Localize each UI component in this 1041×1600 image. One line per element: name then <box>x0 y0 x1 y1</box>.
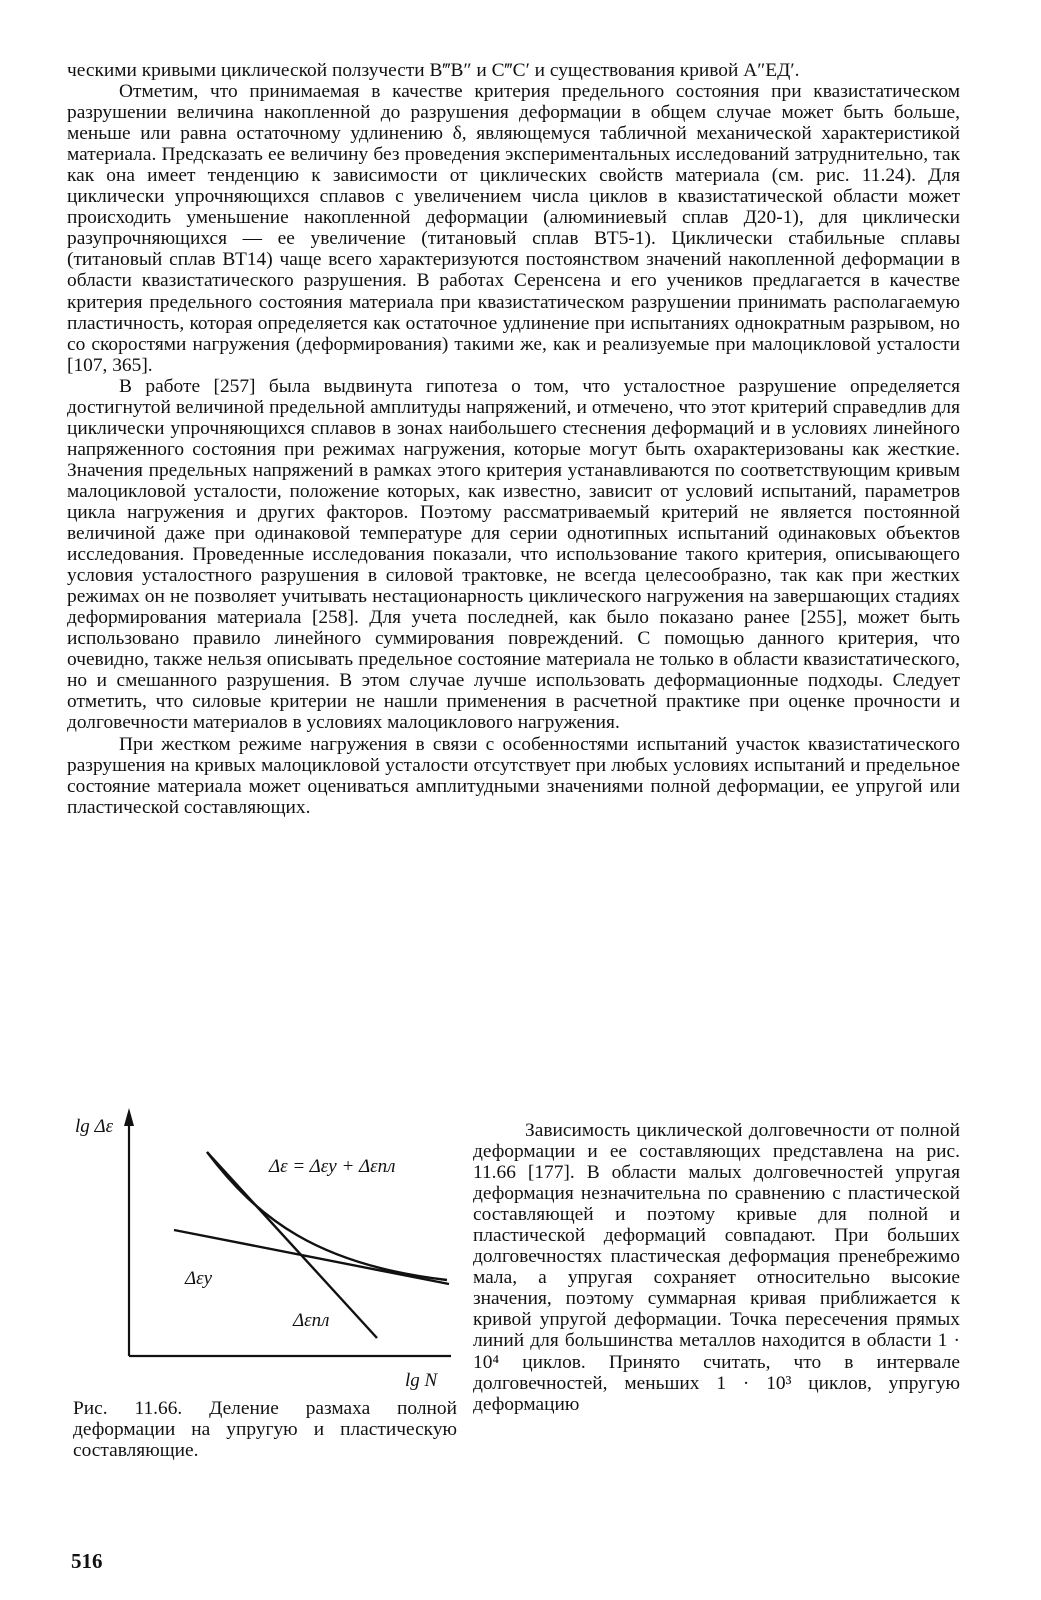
plastic-strain-line <box>207 1152 377 1338</box>
y-axis-arrow-icon <box>124 1108 134 1126</box>
elastic-strain-label: Δεу <box>185 1268 213 1289</box>
paragraph-continuation: ческими кривыми циклической ползучести B‴B″ и C‴C′ и существования кривой A″ЕД′. <box>67 60 800 81</box>
total-strain-label: Δε = Δεу + Δεпл <box>269 1156 396 1177</box>
paragraph-stress-criterion: В работе [257] была выдвинута гипотеза о том, что усталостное разрушение определяется достигнутой величиной предельной амплитуды напряжений, и отмечено, что этот критерий справедлив для циклически упрочняющихся сплавов в зонах наибольшего стеснения деформаций и в условиях линейного напряженного состояния при режимах нагружения, которые могут быть охарактеризованы как жесткие. Значения предельных напряжений в рамках этого критерия устанавливаются по соответствующим кривым малоцикловой усталости, положение которых, как известно, зависит от условий испытаний, параметров цикла нагружения и других факторов. Поэтому рассматриваемый критерий не является постоянной величиной даже при одинаковой температуре для серии однотипных испытаний одинаковых объектов исследования. Проведенные исследования показали, что использование такого критерия, описывающего условия усталостного разрушения в силовой трактовке, не всегда целесообразно, так как при жестких режимах он не позволяет учитывать нестационарность циклического нагружения на завершающих стадиях деформирования материала [258]. Для учета последней, как было показано ранее [255], может быть использовано правило линейного суммирования повреждений. С помощью данного критерия, что очевидно, также нельзя описывать предельное состояние материала не только в области квазистатического, но и смешанного разрушения. В этом случае лучше использовать деформационные подходы. Следует отметить, что силовые критерии не нашли применения в расчетной практике при оценке прочности и долговечности материалов в условиях малоциклового нагружения. <box>67 375 960 734</box>
figure-11-66 <box>67 1100 467 1400</box>
figure-caption: Рис. 11.66. Деление размаха полной деформации на упругую и пластическую составляющие. <box>73 1398 457 1462</box>
y-axis-label: lg Δε <box>75 1116 114 1137</box>
strain-life-diagram <box>67 1100 467 1400</box>
elastic-strain-line <box>174 1230 449 1284</box>
paragraph-rigid-loading: При жестком режиме нагружения в связи с особенностями испытаний участок квазистатического разрушения на кривых малоцикловой усталости отсутствует при любых условиях испытаний и предельное состояние материала может оцениваться амплитудными значениями полной деформации, ее упругой или пластической составляющих. <box>67 733 960 818</box>
x-axis-label: lg N <box>405 1370 438 1391</box>
page-number: 516 <box>71 1549 103 1573</box>
main-text-block <box>67 60 960 818</box>
plastic-strain-label: Δεпл <box>293 1310 330 1331</box>
paragraph-strain-life-dependence: Зависимость циклической долговечности от полной деформации и ее составляющих представлена на рис. 11.66 [177]. В области малых долговечностей упругая деформация незначительна по сравнению с пластической составляющей и поэтому кривые для полной и пластической деформаций совпадают. При больших долговечностях пластическая деформация пренебрежимо мала, а упругая сохраняет относительно высокие значения, поэтому суммарная кривая приближается к кривой упругой деформации. Точка пересечения прямых линий для большинства металлов находится в области 1 · 10⁴ циклов. Принято считать, что в интервале долговечностей, меньших 1 · 10³ циклов, упругую деформацию <box>473 1120 960 1415</box>
paragraph-accumulated-deformation: Отметим, что принимаемая в качестве критерия предельного состояния при квазистатическом разрушении величина накопленной до разрушения деформации в общем случае может быть больше, меньше или равна остаточному удлинению δ, являющемуся табличной механической характеристикой материала. Предсказать ее величину без проведения экспериментальных исследований затруднительно, так как она имеет тенденцию к зависимости от циклических свойств материала (см. рис. 11.24). Для циклически упрочняющихся сплавов с увеличением числа циклов в квазистатической области может происходить уменьшение накопленной деформации (алюминиевый сплав Д20-1), для циклически разупрочняющихся — ее увеличение (титановый сплав ВТ5-1). Циклически стабильные сплавы (титановый сплав ВТ14) чаще всего характеризуются постоянством значений накопленной деформации в области квазистатического разрушения. В работах Серенсена и его учеников предлагается в качестве критерия предельного состояния материала при квазистатическом разрушении принимать располагаемую пластичность, которая определяется как остаточное удлинение при испытаниях однократным разрывом, но со скоростями нагружения (деформирования) такими же, как и реализуемые при малоцикловой усталости [107, 365]. <box>67 81 960 376</box>
